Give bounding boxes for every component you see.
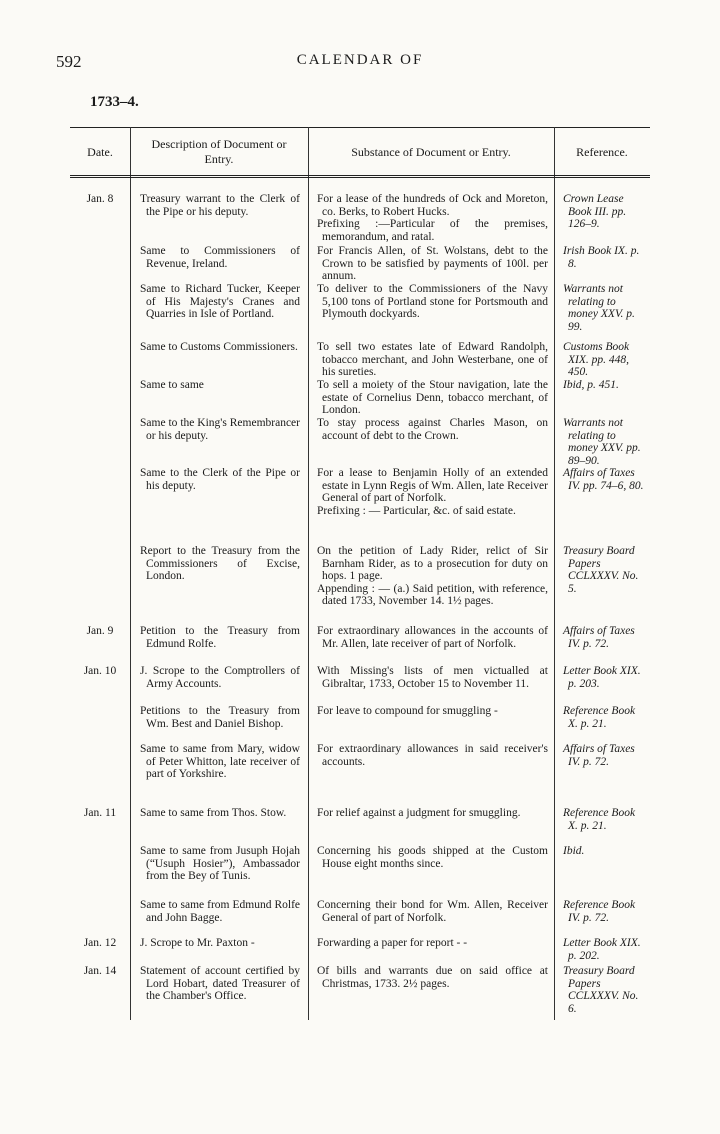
entry-substance xyxy=(308,245,554,283)
entry-reference: Affairs of Taxes IV. pp. 74–6, 80. xyxy=(563,467,644,492)
column-header-date: Date. xyxy=(87,145,113,159)
entry-substance-text: To sell two estates late of Edward Randolph, tobacco merchant, and John Westerbane, one of his sureties. xyxy=(317,341,548,379)
entry-description: Statement of account certified by Lord Hobart, dated Treasurer of the Chamber's Office. xyxy=(140,965,300,1003)
page-number: 592 xyxy=(56,52,82,71)
entry-reference: Affairs of Taxes IV. p. 72. xyxy=(563,743,635,768)
entry-substance xyxy=(308,665,554,690)
entry-reference: Letter Book XIX. p. 203. xyxy=(563,665,641,690)
entry-reference: Warrants not relating to money XXV. p. 99. xyxy=(563,283,635,333)
entry-description: Report to the Treasury from the Commissioners of Excise, London. xyxy=(140,545,300,583)
entry-reference: Reference Book IV. p. 72. xyxy=(563,899,636,924)
entry-description: Same to Richard Tucker, Keeper of His Majesty's Cranes and Quarries in Isle of Portland. xyxy=(140,283,300,321)
entry-description: Same to same from Thos. Stow. xyxy=(140,807,287,819)
entry-description: Treasury warrant to the Clerk of the Pipe or his deputy. xyxy=(140,193,300,218)
entry-substance xyxy=(308,807,554,820)
entry-substance-text: Concerning their bond for Wm. Allen, Receiver General of part of Norfolk. xyxy=(317,899,548,924)
entry-reference: Crown Lease Book III. pp. 126–9. xyxy=(563,193,627,231)
entry-reference: Warrants not relating to money XXV. pp. 89–90. xyxy=(563,417,641,467)
entry-substance-appendix: Prefixing :—Particular of the premises, memorandum, and ratal. xyxy=(317,218,548,243)
entry-substance xyxy=(308,545,554,608)
entry-substance-text: For extraordinary allowances in said receiver's accounts. xyxy=(317,743,548,768)
running-title: CALENDAR OF xyxy=(296,52,424,68)
entry-description: Same to same from Jusuph Hojah (“Usuph Hosier”), Ambassador from the Bey of Tunis. xyxy=(140,845,300,883)
entry-substance xyxy=(308,899,554,924)
entry-reference: Letter Book XIX. p. 202. xyxy=(563,937,641,962)
entry-substance-text: With Missing's lists of men victualled at Gibraltar, 1733, October 15 to November 11. xyxy=(317,665,548,690)
entry-substance-text: To deliver to the Commissioners of the Navy 5,100 tons of Portland stone for Portsmouth and Plymouth dockyards. xyxy=(317,283,548,321)
entry-reference: Reference Book X. p. 21. xyxy=(563,807,636,832)
entry-substance xyxy=(308,705,554,718)
page-header xyxy=(0,52,720,76)
entry-reference: Irish Book IX. p. 8. xyxy=(563,245,640,270)
entry-substance xyxy=(308,937,554,950)
entry-description: J. Scrope to Mr. Paxton - xyxy=(140,937,255,949)
entry-substance xyxy=(308,283,554,321)
entry-substance-text: For a lease to Benjamin Holly of an extended estate in Lynn Regis of Wm. Allen, late Receiver General of part of Norfolk. xyxy=(317,467,548,505)
entry-substance-text: Of bills and warrants due on said office at Christmas, 1733. 2½ pages. xyxy=(317,965,548,990)
table-top-rule xyxy=(70,127,650,128)
entry-substance xyxy=(308,379,554,417)
entry-substance-text: For extraordinary allowances in the accounts of Mr. Allen, late receiver of part of Norfolk. xyxy=(317,625,548,650)
entry-substance xyxy=(308,625,554,650)
entry-reference: Treasury Board Papers CCLXXXV. No. 5. xyxy=(563,545,639,595)
entry-substance xyxy=(308,467,554,517)
entry-description: Petition to the Treasury from Edmund Rolfe. xyxy=(140,625,300,650)
entry-substance-text: To sell a moiety of the Stour navigation, late the estate of Cornelius Denn, tobacco merchant, of London. xyxy=(317,379,548,417)
entry-substance-appendix: Prefixing : — Particular, &c. of said estate. xyxy=(317,504,516,517)
entry-reference: Ibid, p. 451. xyxy=(563,379,619,391)
entry-substance-text: Forwarding a paper for report - - xyxy=(317,937,468,949)
year-heading: 1733–4. xyxy=(90,94,139,110)
entry-substance-appendix: Appending : — (a.) Said petition, with reference, dated 1733, November 14. 1½ pages. xyxy=(317,582,548,608)
entry-description: J. Scrope to the Comptrollers of Army Accounts. xyxy=(140,665,300,690)
column-header-reference: Reference. xyxy=(576,145,628,159)
entry-reference: Reference Book X. p. 21. xyxy=(563,705,636,730)
entry-substance xyxy=(308,417,554,442)
entry-substance-text: Concerning his goods shipped at the Custom House eight months since. xyxy=(317,845,548,870)
entry-description: Same to same from Edmund Rolfe and John Bagge. xyxy=(140,899,300,924)
entry-description: Same to same from Mary, widow of Peter Whitton, late receiver of part of Yorkshire. xyxy=(140,743,300,781)
entry-substance-text: For a lease of the hundreds of Ock and Moreton, co. Berks, to Robert Hucks. xyxy=(317,193,548,218)
entry-substance-text: For leave to compound for smuggling - xyxy=(317,705,498,717)
entry-date: Jan. 12 xyxy=(83,937,117,949)
entry-date: Jan. 9 xyxy=(86,625,114,637)
entry-substance xyxy=(308,743,554,768)
entry-substance-text: To stay process against Charles Mason, on account of debt to the Crown. xyxy=(317,417,548,442)
entry-reference: Customs Book XIX. pp. 448, 450. xyxy=(563,341,630,379)
entry-reference: Treasury Board Papers CCLXXXV. No. 6. xyxy=(563,965,639,1015)
entry-date: Jan. 14 xyxy=(83,965,117,977)
entry-description: Same to the Clerk of the Pipe or his deputy. xyxy=(140,467,300,492)
entry-substance xyxy=(308,845,554,870)
entry-description: Same to the King's Remembrancer or his deputy. xyxy=(140,417,300,442)
column-header-substance: Substance of Document or Entry. xyxy=(351,145,511,159)
header-rule xyxy=(70,175,650,178)
entry-reference: Ibid. xyxy=(563,845,585,857)
entry-description: Petitions to the Treasury from Wm. Best and Daniel Bishop. xyxy=(140,705,300,730)
entry-substance xyxy=(308,193,554,243)
entry-substance xyxy=(308,965,554,990)
entry-date: Jan. 11 xyxy=(83,807,117,819)
entry-substance xyxy=(308,341,554,379)
entry-date: Jan. 8 xyxy=(86,193,114,205)
entry-description: Same to same xyxy=(140,379,204,391)
entry-substance-text: For Francis Allen, of St. Wolstans, debt to the Crown to be satisfied by payments of 100l. per annum. xyxy=(317,245,548,283)
entry-description: Same to Commissioners of Revenue, Ireland. xyxy=(140,245,300,270)
column-header-description: Description of Document or Entry. xyxy=(151,137,287,166)
entry-substance-text: For relief against a judgment for smuggling. xyxy=(317,807,521,819)
entry-substance-text: On the petition of Lady Rider, relict of Sir Barnham Rider, as to a prosecution for duty on hops. 1 page. xyxy=(317,545,548,583)
entry-reference: Affairs of Taxes IV. p. 72. xyxy=(563,625,635,650)
entry-date: Jan. 10 xyxy=(83,665,117,677)
entry-description: Same to Customs Commissioners. xyxy=(140,341,298,353)
